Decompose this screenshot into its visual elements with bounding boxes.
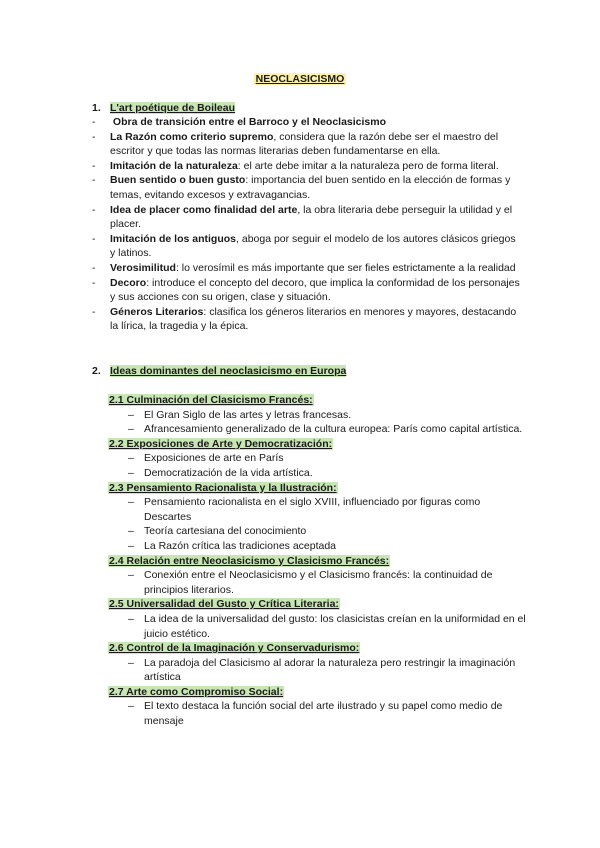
subsection-list — [108, 699, 528, 728]
subsection-title: 2.3 Pensamiento Racionalista y la Ilustración: — [109, 481, 337, 494]
section-1-title: L'art poétique de Boileau — [110, 102, 236, 114]
list-item: – La idea de la universalidad del gusto: los clasicistas creían en la uniformidad en el juicio estético. — [128, 612, 526, 640]
list-item: – Teoría cartesiana del conocimiento — [128, 525, 307, 538]
subsection-list — [108, 408, 528, 437]
section-2-title: Ideas dominantes del neoclasicismo en Europa — [110, 365, 347, 377]
subsection-2-5 — [108, 597, 528, 641]
list-item: - Obra de transición entre el Barroco y el Neoclasicismo — [92, 116, 387, 128]
list-item: - Imitación de los antiguos, aboga por seguir el modelo de los autores clásicos griegos y latinos. — [92, 232, 516, 260]
list-item: - La Razón como criterio supremo, considera que la razón debe ser el maestro del escritor y que todas las normas literarias deben fundamentarse en ella. — [92, 130, 499, 158]
subsection-title: 2.2 Exposiciones de Arte y Democratización: — [109, 437, 333, 450]
subsection-2-3 — [108, 481, 528, 554]
list-item: - Imitación de la naturaleza: el arte debe imitar a la naturaleza pero de forma literal. — [92, 159, 499, 172]
list-item: - Géneros Literarios: clasifica los géneros literarios en menores y mayores, destacando la lírica, la tragedia y la épica. — [92, 305, 517, 333]
subsection-list — [108, 612, 528, 641]
section-2-number: 2. — [92, 365, 101, 377]
subsection-title: 2.4 Relación entre Neoclasicismo y Clasicismo Francés: — [109, 554, 390, 567]
subsection-title: 2.7 Arte como Compromiso Social: — [109, 685, 284, 698]
section-2-heading — [92, 364, 346, 379]
list-item: – El texto destaca la función social del arte ilustrado y su papel como medio de mensaje — [128, 700, 503, 728]
list-item: - Buen sentido o buen gusto: importancia del buen sentido en la elección de formas y temas, evitando excesos y extravagancias. — [92, 174, 511, 201]
list-item: - Idea de placer como finalidad del arte, la obra literaria debe perseguir la utilidad y el placer. — [92, 203, 513, 231]
subsection-2-2 — [108, 437, 528, 481]
subsection-list — [108, 451, 528, 480]
list-item: - Decoro: introduce el concepto del decoro, que implica la conformidad de los personajes y sus acciones con su origen, clase y situación. — [92, 276, 520, 304]
subsection-2-4 — [108, 554, 528, 598]
list-item: - Verosimilitud: lo verosímil es más importante que ser fieles estrictamente a la realidad — [92, 261, 516, 274]
list-item: – Democratización de la vida artística. — [128, 466, 313, 479]
page-title: NEOCLASICISMO — [255, 73, 345, 85]
subsection-list — [108, 568, 528, 597]
subsection-list — [108, 656, 528, 685]
subsection-2-1 — [108, 393, 528, 437]
list-item: – La paradoja del Clasicismo al adorar la naturaleza pero restringir la imaginación artística — [128, 656, 516, 684]
subsection-title: 2.1 Culminación del Clasicismo Francés: — [109, 394, 313, 406]
subsection-list — [108, 495, 528, 553]
list-item: – El Gran Siglo de las artes y letras francesas. — [128, 408, 352, 421]
list-item: – Pensamiento racionalista en el siglo XVIII, influenciado por figuras como Descartes — [128, 496, 481, 523]
subsections-block — [108, 393, 528, 729]
subsection-2-7 — [108, 685, 528, 729]
section-1-heading — [92, 101, 235, 116]
list-item: – La Razón crítica las tradiciones aceptada — [128, 539, 337, 552]
list-item: – Conexión entre el Neoclasicismo y el Clasicismo francés: la continuidad de principios literarios. — [128, 569, 493, 596]
subsection-title: 2.6 Control de la Imaginación y Conservadurismo: — [109, 642, 360, 655]
subsection-2-6 — [108, 641, 528, 685]
list-item: – Exposiciones de arte en París — [128, 452, 284, 465]
list-item: – Afrancesamiento generalizado de la cultura europea: París como capital artística. — [128, 423, 523, 436]
section-1-number: 1. — [92, 102, 101, 114]
subsection-title: 2.5 Universalidad del Gusto y Crítica Literaria: — [109, 598, 339, 611]
section-1-list — [92, 115, 522, 334]
